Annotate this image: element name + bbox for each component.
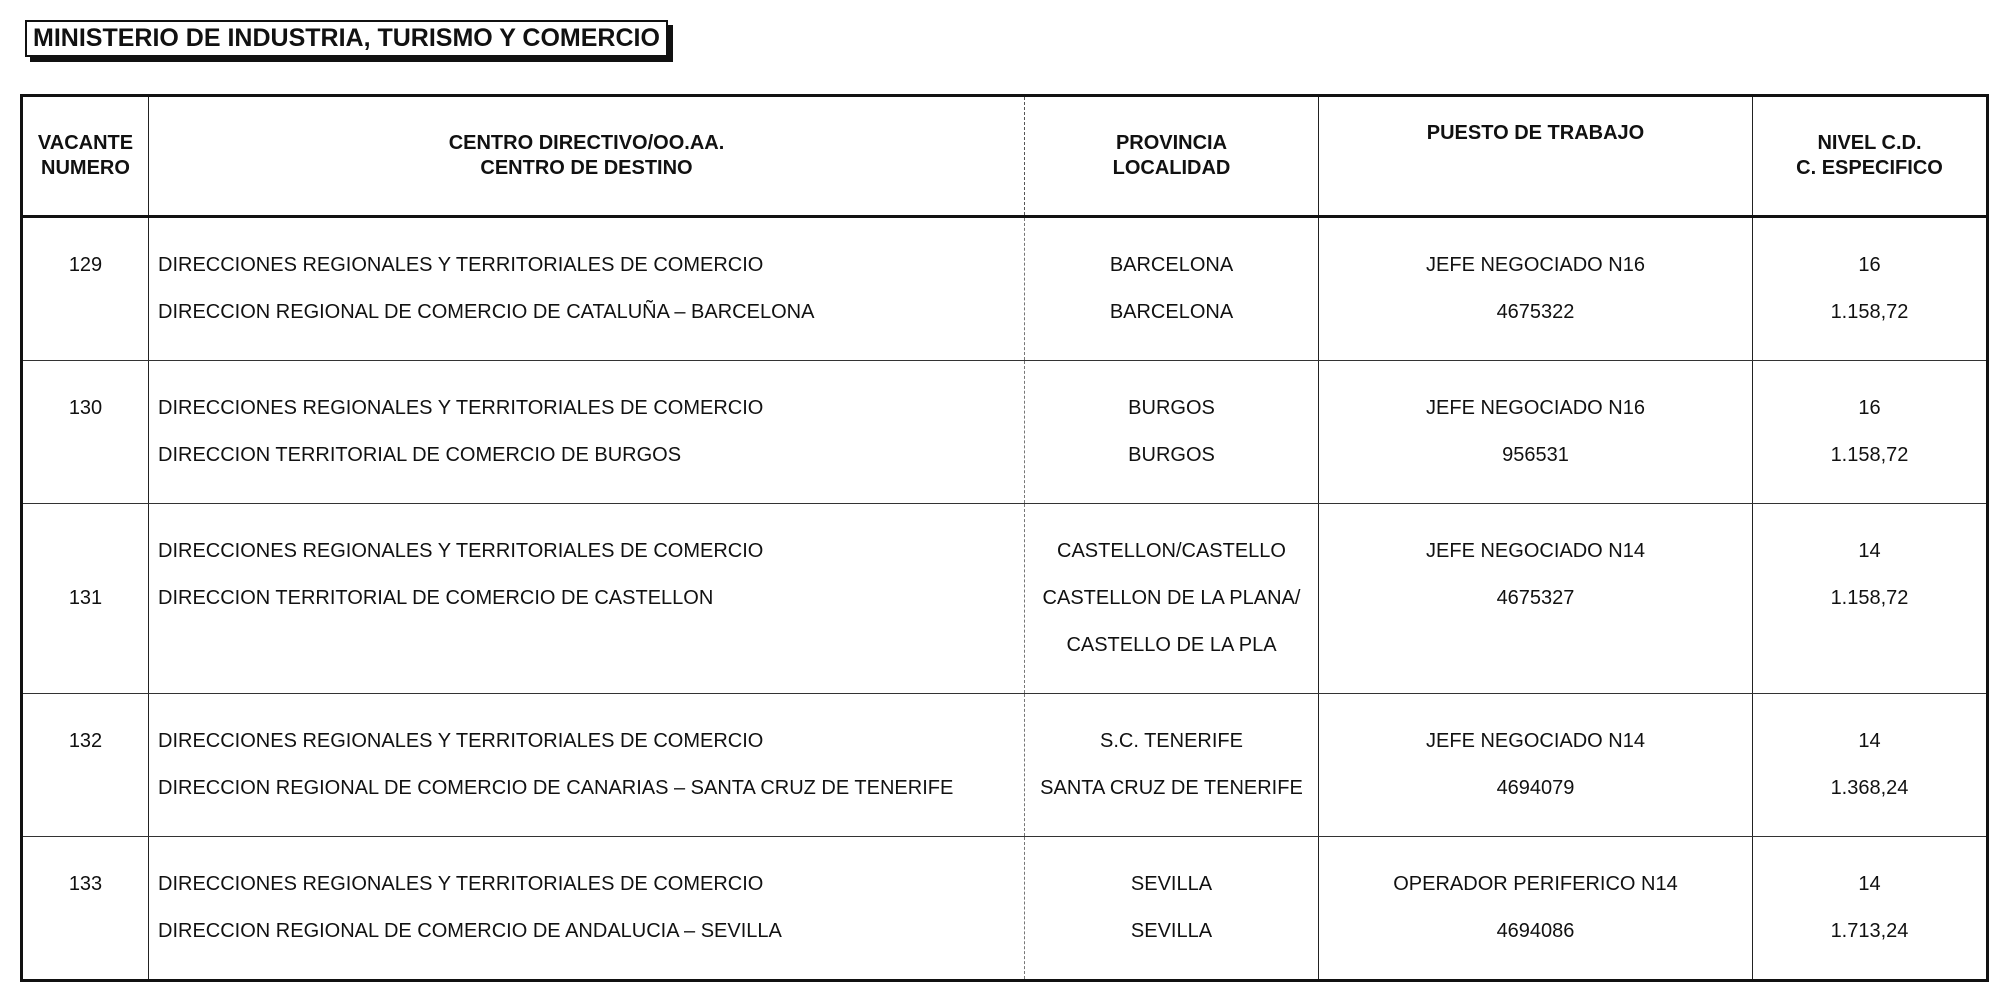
ministry-title: MINISTERIO DE INDUSTRIA, TURISMO Y COMERCIO xyxy=(25,20,668,57)
puesto-cell xyxy=(1319,837,1753,981)
nivel-cell xyxy=(1753,694,1988,837)
vacancies-table xyxy=(20,94,1989,982)
header-line: NIVEL C.D. xyxy=(1817,132,1922,154)
header-line: PROVINCIA xyxy=(1115,132,1228,154)
centro-directivo: DIRECCIONES REGIONALES Y TERRITORIALES DE COMERCIO xyxy=(158,397,764,419)
localidad: BARCELONA xyxy=(1109,301,1234,323)
centro-directivo: DIRECCIONES REGIONALES Y TERRITORIALES DE COMERCIO xyxy=(158,873,764,895)
vacante-number: 132 xyxy=(68,730,103,752)
centro-cell xyxy=(149,504,1025,694)
centro-destino: DIRECCION TERRITORIAL DE COMERCIO DE CASTELLON xyxy=(158,587,714,609)
header-line: LOCALIDAD xyxy=(1112,157,1231,179)
provincia-cell xyxy=(1025,837,1319,981)
centro-cell xyxy=(149,837,1025,981)
complemento-especifico: 1.158,72 xyxy=(1830,301,1909,323)
puesto-trabajo: JEFE NEGOCIADO N14 xyxy=(1426,730,1645,752)
centro-destino: DIRECCION REGIONAL DE COMERCIO DE CANARIAS – SANTA CRUZ DE TENERIFE xyxy=(158,777,954,799)
table-row xyxy=(22,694,1988,837)
localidad-cont: CASTELLO DE LA PLA xyxy=(1066,634,1277,656)
table-row xyxy=(22,361,1988,504)
header-line: PUESTO DE TRABAJO xyxy=(1426,122,1645,144)
vacante-number: 133 xyxy=(68,873,103,895)
header-line: NUMERO xyxy=(41,157,130,179)
complemento-especifico: 1.158,72 xyxy=(1830,444,1909,466)
vacante-number: 129 xyxy=(68,254,103,276)
header-line: C. ESPECIFICO xyxy=(1796,157,1943,179)
puesto-codigo: 956531 xyxy=(1502,444,1569,466)
puesto-codigo: 4675327 xyxy=(1496,587,1575,609)
nivel-cell xyxy=(1753,837,1988,981)
vacante-cell xyxy=(22,837,149,981)
header-line: VACANTE xyxy=(37,132,134,154)
puesto-trabajo: JEFE NEGOCIADO N14 xyxy=(1426,540,1645,562)
header-centro-directivo xyxy=(149,96,1025,217)
header-line: CENTRO DIRECTIVO/OO.AA. xyxy=(448,132,725,154)
nivel-cd: 14 xyxy=(1858,730,1881,752)
puesto-cell xyxy=(1319,361,1753,504)
puesto-codigo: 4694086 xyxy=(1496,920,1575,942)
table-row xyxy=(22,504,1988,694)
cell-spacer xyxy=(23,765,148,812)
provincia-cell xyxy=(1025,361,1319,504)
nivel-cell xyxy=(1753,217,1988,361)
puesto-codigo: 4675322 xyxy=(1496,301,1575,323)
provincia-cell xyxy=(1025,694,1319,837)
centro-cell xyxy=(149,361,1025,504)
provincia-cell xyxy=(1025,504,1319,694)
provincia-cell xyxy=(1025,217,1319,361)
nivel-cd: 16 xyxy=(1858,397,1881,419)
nivel-cell xyxy=(1753,504,1988,694)
nivel-cd: 14 xyxy=(1858,540,1881,562)
vacante-cell xyxy=(22,694,149,837)
centro-directivo: DIRECCIONES REGIONALES Y TERRITORIALES DE COMERCIO xyxy=(158,540,764,562)
centro-directivo: DIRECCIONES REGIONALES Y TERRITORIALES DE COMERCIO xyxy=(158,730,764,752)
complemento-especifico: 1.368,24 xyxy=(1830,777,1909,799)
header-nivel-especifico xyxy=(1753,96,1988,217)
header-line: CENTRO DE DESTINO xyxy=(480,157,693,179)
header-puesto-de-trabajo xyxy=(1319,96,1753,217)
localidad: CASTELLON DE LA PLANA/ xyxy=(1042,587,1301,609)
centro-cell xyxy=(149,217,1025,361)
puesto-cell xyxy=(1319,694,1753,837)
vacante-number: 131 xyxy=(68,587,103,609)
puesto-trabajo: JEFE NEGOCIADO N16 xyxy=(1426,254,1645,276)
header-vacante-numero xyxy=(22,96,149,217)
puesto-cell xyxy=(1319,217,1753,361)
centro-directivo: DIRECCIONES REGIONALES Y TERRITORIALES DE COMERCIO xyxy=(158,254,764,276)
nivel-cell xyxy=(1753,361,1988,504)
table-row xyxy=(22,217,1988,361)
puesto-codigo: 4694079 xyxy=(1496,777,1575,799)
table-row xyxy=(22,837,1988,981)
table-header-row xyxy=(22,96,1988,217)
vacante-cell xyxy=(22,361,149,504)
provincia: CASTELLON/CASTELLO xyxy=(1057,540,1286,562)
centro-destino: DIRECCION REGIONAL DE COMERCIO DE CATALUÑA – BARCELONA xyxy=(158,301,815,323)
cell-spacer xyxy=(23,908,148,955)
localidad: BURGOS xyxy=(1128,444,1215,466)
vacante-number: 130 xyxy=(68,397,103,419)
provincia: S.C. TENERIFE xyxy=(1100,730,1243,752)
cell-spacer xyxy=(1753,622,1986,669)
centro-cell xyxy=(149,694,1025,837)
cell-spacer xyxy=(23,432,148,479)
header-provincia-localidad xyxy=(1025,96,1319,217)
complemento-especifico: 1.158,72 xyxy=(1830,587,1909,609)
puesto-cell xyxy=(1319,504,1753,694)
provincia: BARCELONA xyxy=(1109,254,1234,276)
localidad: SEVILLA xyxy=(1130,920,1213,942)
localidad: SANTA CRUZ DE TENERIFE xyxy=(1040,777,1303,799)
cell-spacer xyxy=(23,289,148,336)
vacante-cell xyxy=(22,504,149,694)
cell-spacer xyxy=(158,622,1024,669)
vacante-cell xyxy=(22,217,149,361)
nivel-cd: 14 xyxy=(1858,873,1881,895)
provincia: BURGOS xyxy=(1128,397,1215,419)
complemento-especifico: 1.713,24 xyxy=(1830,920,1909,942)
puesto-trabajo: JEFE NEGOCIADO N16 xyxy=(1426,397,1645,419)
puesto-trabajo: OPERADOR PERIFERICO N14 xyxy=(1393,873,1678,895)
nivel-cd: 16 xyxy=(1858,254,1881,276)
cell-spacer xyxy=(1319,622,1752,669)
centro-destino: DIRECCION TERRITORIAL DE COMERCIO DE BURGOS xyxy=(158,444,682,466)
centro-destino: DIRECCION REGIONAL DE COMERCIO DE ANDALUCIA – SEVILLA xyxy=(158,920,782,942)
provincia: SEVILLA xyxy=(1130,873,1213,895)
